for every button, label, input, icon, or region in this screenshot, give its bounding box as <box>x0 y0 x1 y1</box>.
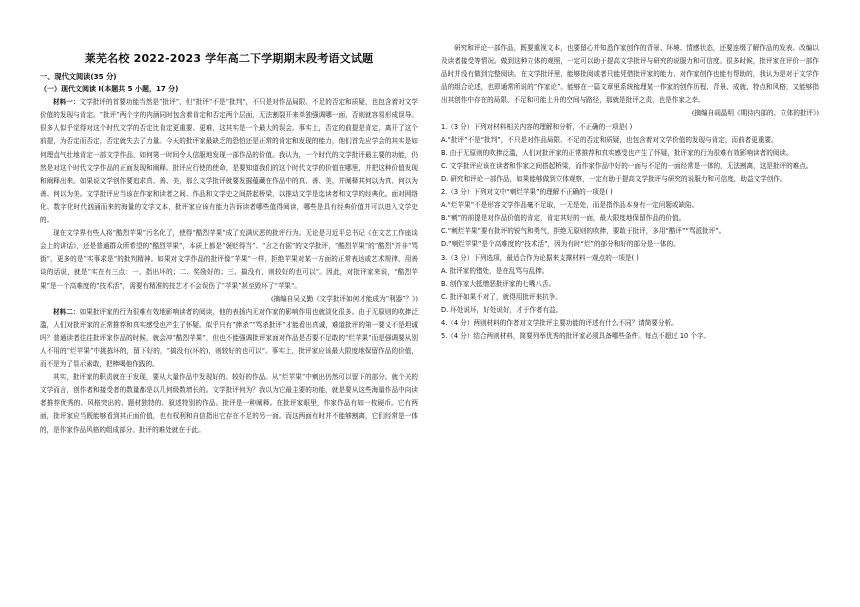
question-3-option-a: A. 批评家的错处，是在乱骂与乱捧。 <box>441 266 549 275</box>
left-column <box>40 70 418 437</box>
question-1-option-b: B. 由于无原则的吹捧泛滥，人们对批评家的正常推荐和真实感受也产生了怀疑，批评家的行为很难有效影响读者的阅读。 <box>441 148 793 157</box>
material-1-label: 材料一： <box>53 98 80 107</box>
question-1-option-c: C. 文学批评应该在读者和作家之间搭起桥梁，而作家作品中好的一面与不足的一面经常是一体的，无法割离，这是批评的难点。 <box>441 161 813 170</box>
material-2-paragraph-2: 其实，批评家的职责就在于发现，要从大量作品中发现好的、较好的作品。从“烂苹果”中剜出仍然可以留下的部分。就个关的文学而言，创作者和接受者的数量都是以几何级数增长的。文学批评何为？我以为它最主要的功能，就是要从这些海量作品中向读者推荐优秀的、风格突出的、题材独特的、叙述特别的作品。批评是一种阐释。在批评家眼里，作家作品有如一枚硬币。它有两面，批评家应当既能够看到其正面价值，也有权利和自信指出它存在不足的另一面。而这两面有时并不能够割离，它们经常是一体的，是作家作品风格的组成部分。批评的难处就在于此。 <box>40 373 418 434</box>
question-2-option-a: A.“烂苹果”不是形容文学作品毫不足取，一无是处，而是指作品本身有一定问题或缺陷。 <box>441 201 699 210</box>
material-1-paragraph-2: 现在文学界有些人将“酷烈苹果”污名化了，使得“酷烈苹果”成了充满厌恶的批评行为。无论是习近平总书记《在文艺工作座谈会上的讲话》，还是普通群众所希望的“酷烈苹果”，本质上都是“褒贬得当”、“言之有据”的文学批评，“酷烈苹果”的“酷烈”并非“骂街”，更多的是“实事求是”的批判精神。如果对文学作品的批评像“苹果”一样，拒绝苹果对某一方面的正常表达或艺术规律，用善谈的话说，就是“实在有三点：一、指出坏的；二、奖励好的；三、搞没有，则较好的也可以”。因此，对批评家来说，“酷烈苹果”是一个高难度的“技术活”，需要有精准的技艺才不会误伤了“苹果”甚至毁坏了“苹果”。 <box>40 229 418 290</box>
section-heading: 一、现代文阅读(35 分) <box>40 72 117 81</box>
question-3-option-b: B. 创作家大抵憎恶批评家的七嘴八舌。 <box>441 279 556 288</box>
exam-title: 莱芜名校 2022-2023 学年高二下学期期末段考语文试题 <box>84 52 374 65</box>
right-column <box>441 42 819 343</box>
question-2-option-d: D.“剜烂苹果”是个高难度的“技术活”，因为有时“烂”的部分和好的部分是一体的。 <box>441 240 680 249</box>
question-3-option-d: D. 坏处说坏，好处说好，才于作者有益。 <box>441 305 563 314</box>
material-2-paragraph-3: 研究和评论一部作品，既要重视文本，也要留心并知悉作家创作的背景、环境、情感状态，还要连缀了解作品的发表、改编以及读者接受等情况。做到这种立体的观照，一定可以助于提高文学批评与研究的说服力和可信度。很多时候，批评家在评价一部作品时并没有做到完整阅读。在文学批评里，能够批阅或者只能凭借批评家的能力、对作家创作也能有帮助的，我认为是对于文学作品的组合论述，也即通常所说的“作家论”。能够在一篇文章里系统梳理某一作家的创作历程、背景、成就、特点和风格，又能够指出其创作中存在的局限、不足和可能上升的空间与路径，那就是批评之责，也是作家之幸。 <box>441 44 819 105</box>
material-2-paragraph-1: 材料二：如果批评家的行为很难有效地影响读者的阅读，他的表扬内无对作家的影响作用也就淡化很多。由于无原则的吹捧泛滥，人们对批评家的正常推荐和真实感受也产生了怀疑。似乎只有“捧杀”“骂杀批评”才能看出真诚，难道批评的第一要义不是坦诚吗？普通读者往往批评家作品的时候，就会冲“酷烈苹果”，但也不能强调批评家面对作品是否要不足敢的“烂苹果”而是强调要从别人不用的“烂苹果”中挑拣坏的，留下好的，“搞没有(坏的)，则较好的也可以”。事实上，批评家应该最大限度地保留作品的价值，而不是为了显示素敢，把棒喝他作践的。 <box>40 307 419 369</box>
material-1-paragraph-1: 材料一：文学批评的首要功能当然是“批评”，但“批评”不是“批判”，不只是对作品局限、不足的否定和质疑，也包含着对文学价值的发现与肯定。“批评”两个字的内涵同时包含着肯定和否定两个层面，无法割裂开来单独强调哪一面，否则就容易形成误导。很多人似乎觉得对这个时代文学的否定比肯定更重要、更难，这其实是一个最大的误会。事实上，否定的前提是肯定，离开了这个前提，为否定而否定，否定就失去了力量。今天的批评家最缺乏的恐怕还是正常的肯定和发现的能力，他们首先应学会的其实是如何理直气壮地肯定一部文学作品，如何第一时间令人信服地发现一部作品的价值。我认为，一个时代的文学批评最主要的功能，仍然是对这个时代文学作品的正面发现和阐释。批评应行使的使命，是要知道我们的这个时代文学的价值在哪里，并把这种价值发现和阐释出来。如果说文学创作要追求真、善、美，那么文学批评就要发掘蕴藏在作品中的真、善、美，并阐释其何以为真、何以为善、何以为美。文学批评应当该在作家和读者之间、作品和文学史之间搭起桥梁，以推动文学是迄读者和文学的经典化。面对网络化、数字化时代汹涌而来的海量的文学文本，批评家应该有能力告诉读者哪些值得阅读，哪些是具有经典价值并可以进入文学史的。 <box>40 98 418 225</box>
question-3: 3.（3 分）下列选项，最适合作为论据来支撑材料一观点的一项是( ) <box>441 253 639 262</box>
material-2-source: (摘编自阎晶明《期待内部的、立体的批评》) <box>691 109 819 118</box>
question-2-option-b: B.“剜”的前提是对作品价值的肯定，肯定其好的一面，最大限度地保留作品的价值。 <box>441 214 686 223</box>
question-2-option-c: C.“剜烂苹果”要有批评的锐气和勇气，拒绝无原则的吹捧，要敢于批评，多用“酷评”“骂派批评”。 <box>441 227 726 236</box>
question-3-option-c: C. 批评如果不对了，就得用批评来抗争。 <box>441 292 562 301</box>
question-1-option-d: D. 研究和评论一部作品，如果能够做到立体观察，一定有助于提高文学批评与研究的说服力和可信度，助益文学创作。 <box>441 174 787 183</box>
question-2: 2.（3 分）下列对文中“剜烂苹果”的理解不正确的一项是( ) <box>441 188 613 197</box>
question-1: 1.（3 分）下列对材料相关内容的理解和分析，不正确的一项是( ) <box>441 122 633 131</box>
subsection-heading: （一）现代文阅读 I(本题共 5 小题，17 分) <box>40 85 179 94</box>
material-2-label: 材料二： <box>53 307 80 316</box>
question-1-option-a: A.“批评”不是“批判”，不只是对作品局限、不足的否定和质疑，也包含着对文学价值的发现与肯定，而前者更重要。 <box>441 135 778 144</box>
material-1-source: (摘编自吴义勤《文学批评如何才能成为“利器”？》) <box>270 294 418 303</box>
question-4: 4.（4 分）两则材料的作者对文学批评主要功能的评述有什么不同？请简要分析。 <box>441 318 678 327</box>
question-5: 5.（4 分）结合两则材料，简要列举优秀的批评家必须具备哪些条件。每点不超过 10 个字。 <box>441 332 711 341</box>
